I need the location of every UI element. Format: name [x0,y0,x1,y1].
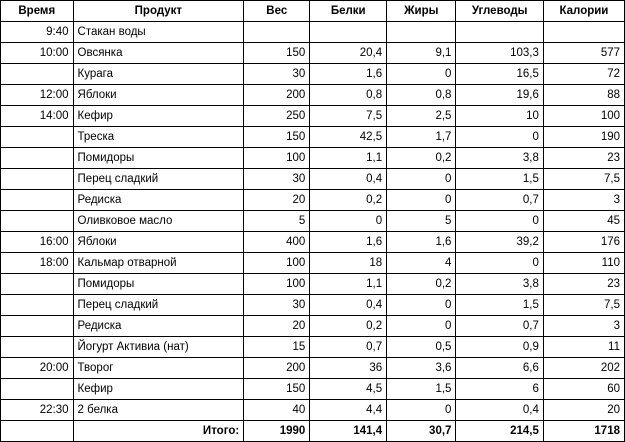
cell-carbs: 0 [456,127,543,148]
cell-protein: 4,5 [310,379,387,400]
cell-calories: 11 [543,337,624,358]
cell-product: Творог [73,358,244,379]
cell-time [1,169,74,190]
cell-calories: 72 [543,64,624,85]
cell-carbs: 3,8 [456,274,543,295]
cell-fat: 0 [387,400,456,421]
cell-protein: 0,4 [310,295,387,316]
column-header-carbs: Углеводы [456,1,543,22]
cell-fat: 0 [387,295,456,316]
cell-carbs: 6 [456,379,543,400]
table-row [1,295,625,316]
cell-calories: 45 [543,211,624,232]
cell-time: 18:00 [1,253,74,274]
cell-time [1,211,74,232]
column-header-protein: Белки [310,1,387,22]
cell-weight [244,22,310,43]
cell-fat: 0,5 [387,337,456,358]
cell-calories: 7,5 [543,295,624,316]
cell-product: Треска [73,127,244,148]
cell-fat: 3,6 [387,358,456,379]
cell-protein: 0,2 [310,316,387,337]
table-row [1,169,625,190]
table-row [1,232,625,253]
cell-product: Редиска [73,316,244,337]
cell-fat: 2,5 [387,106,456,127]
cell-carbs: 10 [456,106,543,127]
cell-calories: 100 [543,106,624,127]
cell-time: 9:40 [1,22,74,43]
cell-fat: 9,1 [387,43,456,64]
column-header-fat: Жиры [387,1,456,22]
cell-fat: 0,2 [387,148,456,169]
cell-time [1,337,74,358]
cell-product: Овсянка [73,43,244,64]
cell-carbs: 1,5 [456,295,543,316]
cell-time-empty [1,421,74,442]
column-header-calories: Калории [543,1,624,22]
cell-carbs: 0 [456,211,543,232]
table-row [1,211,625,232]
table-row [1,190,625,211]
cell-calories: 23 [543,148,624,169]
cell-protein: 1,6 [310,232,387,253]
table-body [1,22,625,442]
cell-carbs: 0,4 [456,400,543,421]
cell-product: Перец сладкий [73,169,244,190]
cell-carbs: 39,2 [456,232,543,253]
cell-calories: 3 [543,190,624,211]
total-protein: 141,4 [310,421,387,442]
cell-time: 16:00 [1,232,74,253]
cell-protein: 0,2 [310,190,387,211]
cell-time: 22:30 [1,400,74,421]
total-row [1,421,625,442]
cell-protein: 0,7 [310,337,387,358]
cell-carbs: 0 [456,253,543,274]
table-row [1,22,625,43]
cell-protein: 4,4 [310,400,387,421]
cell-protein: 0 [310,211,387,232]
column-header-time: Время [1,1,74,22]
cell-weight: 30 [244,64,310,85]
cell-protein: 0,4 [310,169,387,190]
table-row [1,148,625,169]
cell-product: Стакан воды [73,22,244,43]
cell-weight: 30 [244,169,310,190]
cell-time [1,127,74,148]
cell-carbs: 0,9 [456,337,543,358]
cell-carbs: 16,5 [456,64,543,85]
cell-protein: 18 [310,253,387,274]
total-weight: 1990 [244,421,310,442]
table-header [1,1,625,22]
cell-time [1,274,74,295]
cell-weight: 100 [244,148,310,169]
cell-product: Кефир [73,379,244,400]
cell-protein: 1,1 [310,274,387,295]
cell-product: Яблоки [73,85,244,106]
cell-fat: 1,6 [387,232,456,253]
cell-time [1,148,74,169]
cell-fat: 0 [387,316,456,337]
cell-fat: 0 [387,64,456,85]
cell-time [1,64,74,85]
cell-product: Курага [73,64,244,85]
cell-protein: 42,5 [310,127,387,148]
cell-carbs: 0,7 [456,190,543,211]
cell-weight: 400 [244,232,310,253]
cell-protein [310,22,387,43]
cell-weight: 100 [244,274,310,295]
cell-fat: 0 [387,190,456,211]
cell-weight: 5 [244,211,310,232]
table-row [1,316,625,337]
cell-time: 20:00 [1,358,74,379]
cell-carbs: 1,5 [456,169,543,190]
cell-protein: 0,8 [310,85,387,106]
cell-time: 14:00 [1,106,74,127]
cell-calories [543,22,624,43]
total-fat: 30,7 [387,421,456,442]
cell-protein: 20,4 [310,43,387,64]
cell-weight: 200 [244,358,310,379]
cell-product: Перец сладкий [73,295,244,316]
total-label: Итого: [73,421,244,442]
cell-weight: 20 [244,316,310,337]
cell-fat: 0 [387,169,456,190]
cell-product: Редиска [73,190,244,211]
cell-product: Кефир [73,106,244,127]
cell-carbs: 19,6 [456,85,543,106]
table-row [1,400,625,421]
cell-product: Кальмар отварной [73,253,244,274]
cell-fat [387,22,456,43]
cell-product: Йогурт Активиа (нат) [73,337,244,358]
cell-weight: 15 [244,337,310,358]
cell-product: Оливковое масло [73,211,244,232]
cell-protein: 36 [310,358,387,379]
cell-calories: 7,5 [543,169,624,190]
cell-time: 12:00 [1,85,74,106]
cell-calories: 202 [543,358,624,379]
table-row [1,127,625,148]
cell-fat: 0,2 [387,274,456,295]
cell-weight: 20 [244,190,310,211]
cell-product: Яблоки [73,232,244,253]
cell-weight: 150 [244,127,310,148]
cell-time [1,316,74,337]
table-row [1,337,625,358]
cell-fat: 1,5 [387,379,456,400]
cell-calories: 88 [543,85,624,106]
table-row [1,253,625,274]
cell-time: 10:00 [1,43,74,64]
cell-weight: 150 [244,43,310,64]
cell-fat: 4 [387,253,456,274]
cell-calories: 110 [543,253,624,274]
cell-calories: 176 [543,232,624,253]
cell-time [1,190,74,211]
cell-calories: 190 [543,127,624,148]
cell-calories: 577 [543,43,624,64]
cell-time [1,295,74,316]
cell-product: 2 белка [73,400,244,421]
header-row [1,1,625,22]
cell-protein: 1,1 [310,148,387,169]
column-header-product: Продукт [73,1,244,22]
cell-weight: 100 [244,253,310,274]
cell-carbs: 6,6 [456,358,543,379]
cell-carbs: 0,7 [456,316,543,337]
cell-carbs: 103,3 [456,43,543,64]
table-row [1,85,625,106]
cell-fat: 1,7 [387,127,456,148]
table-row [1,43,625,64]
cell-fat: 0,8 [387,85,456,106]
total-carbs: 214,5 [456,421,543,442]
cell-calories: 3 [543,316,624,337]
cell-calories: 60 [543,379,624,400]
table-row [1,274,625,295]
cell-weight: 150 [244,379,310,400]
cell-protein: 7,5 [310,106,387,127]
cell-carbs [456,22,543,43]
table-row [1,64,625,85]
column-header-weight: Вес [244,1,310,22]
cell-weight: 30 [244,295,310,316]
table-row [1,358,625,379]
cell-calories: 20 [543,400,624,421]
cell-weight: 200 [244,85,310,106]
table-row [1,106,625,127]
cell-product: Помидоры [73,274,244,295]
cell-product: Помидоры [73,148,244,169]
cell-fat: 5 [387,211,456,232]
cell-time [1,379,74,400]
cell-weight: 250 [244,106,310,127]
cell-protein: 1,6 [310,64,387,85]
cell-carbs: 3,8 [456,148,543,169]
table-row [1,379,625,400]
cell-calories: 23 [543,274,624,295]
total-calories: 1718 [543,421,624,442]
cell-weight: 40 [244,400,310,421]
